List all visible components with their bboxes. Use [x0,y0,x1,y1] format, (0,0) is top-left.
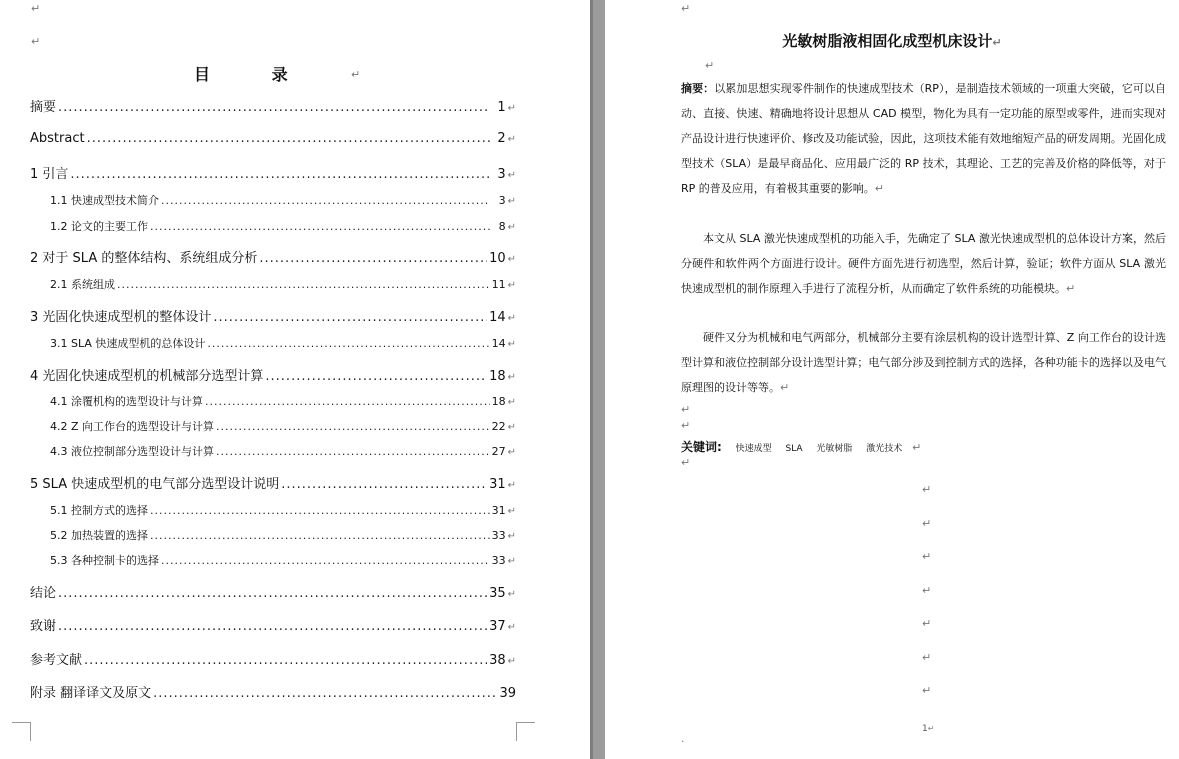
paragraph-mark: ↵ [992,36,1002,49]
toc-title: 目 录 [194,65,316,84]
toc-dot-leader [150,220,490,233]
paragraph-mark: ↵ [507,372,516,383]
toc-entry-label: 1 引言 [30,167,69,182]
crop-mark [12,722,31,741]
keyword: 激光技术 [866,444,903,454]
paragraph-mark: ↵ [681,419,691,432]
toc-page-number: 11 [491,278,506,291]
toc-page-number: 22 [491,420,506,433]
toc-entry-label: 3 光固化快速成型机的整体设计 [30,310,212,325]
page-gutter-shadow [590,0,593,759]
toc-entry-label: 参考文献 [30,653,83,668]
toc-dot-leader [161,554,490,567]
toc-page-number: 3 [497,167,506,182]
toc-entry [50,218,516,234]
toc-entry [30,163,516,182]
toc-entry-label: 3.1 SLA 快速成型机的总体设计 [50,337,206,350]
paragraph-mark: ↵ [507,480,516,491]
paragraph-mark: ↵ [507,196,516,207]
toc-entry [50,276,516,292]
paragraph-mark: ↵ [31,35,41,48]
paragraph-mark: ↵ [507,656,516,667]
toc-page-number: 18 [491,395,506,408]
toc-entry-label: 2.1 系统组成 [50,278,115,291]
toc-page-number: 3 [498,194,506,207]
toc-dot-leader [150,529,490,542]
paragraph-mark: ↵ [922,517,932,530]
toc-page-number: 33 [491,529,506,542]
keywords-line [681,438,921,455]
toc-entry [50,335,516,351]
toc-page-number: 2 [497,131,506,146]
body-paragraph-text: 本文从 SLA 激光快速成型机的功能入手，先确定了 SLA 激光快速成型机的总体设计方案，然后分硬件和软件两个方面进行设计。硬件方面先进行初选型，然后计算，验证；软件方面从 SLA 激光快速成型机的制作原理入手进行了流程分析，从而确定了软件系统的功能模块。 [681,232,1166,295]
toc-page-number: 35 [489,586,506,601]
toc-dot-leader [161,194,490,207]
toc-entry [30,131,516,146]
toc-dot-leader [281,477,487,492]
paragraph-mark: ↵ [922,550,932,563]
paragraph-mark: ↵ [507,280,516,291]
toc-entry [30,582,516,601]
toc-page-number: 27 [491,445,506,458]
toc-entry [30,682,516,701]
toc-page-number: 8 [498,220,506,233]
toc-entry-label: 4.3 液位控制部分选型设计与计算 [50,445,214,458]
toc-entry-label: 5.1 控制方式的选择 [50,504,148,517]
toc-dot-leader [265,369,487,384]
abstract-paragraph [681,76,1166,201]
toc-entry-label: 摘要 [30,100,57,115]
toc-entry-label: Abstract [30,131,85,146]
paragraph-mark: ↵ [507,447,516,458]
paragraph-mark: ↵ [507,556,516,567]
paragraph-mark: ↵ [681,2,691,15]
paragraph-mark: ↵ [507,103,516,114]
paragraph-mark: ↵ [507,506,516,517]
paragraph-mark: ↵ [922,684,932,697]
paragraph-mark: ↵ [507,422,516,433]
paragraph-mark: ↵ [507,622,516,633]
toc-page-number: 38 [489,653,506,668]
toc-dot-leader [150,504,490,517]
toc-entry [30,247,516,266]
toc-entry-label: 1.2 论文的主要工作 [50,220,148,233]
toc-page-number: 37 [489,619,506,634]
toc-dot-leader [259,251,487,266]
toc-page-number: 14 [491,337,506,350]
toc-dot-leader [58,586,487,601]
toc-entry [30,473,516,492]
paragraph-mark: ↵ [922,651,932,664]
toc-dot-leader [216,445,490,458]
toc-entry [30,615,516,634]
paragraph-mark: ↵ [874,182,884,195]
paragraph-mark: ↵ [705,59,715,72]
page-number: 1↵ [922,724,935,734]
toc-entry-label: 附录 翻译译文及原文 [30,686,152,701]
toc-entry [50,192,516,208]
toc-entry-label: 2 对于 SLA 的整体结构、系统组成分析 [30,251,258,266]
paragraph-mark: ↵ [922,617,932,630]
toc-dot-leader [207,337,489,350]
paragraph-mark: ↵ [507,170,516,181]
abstract-text: 以累加思想实现零件制作的快速成型技术（RP），是制造技术领域的一项重大突破，它可以自动、直接、快速、精确地将设计思想从 CAD 模型，物化为具有一定功能的原型或零件，进而实现对产品设计进行快速评价、修改及功能试验，因此，这项技术能有效地缩短产品的研发周期。光固化成型技术（SLA）是最早商品化、应用最广泛的 RP 技术，其理论、工艺的完善及价格的降低等，对于 RP 的普及应用，有着极其重要的影响。 [681,82,1167,195]
toc-entry [30,649,516,668]
toc-dot-leader [153,686,497,701]
paragraph-mark: ↵ [681,456,691,469]
toc-dot-leader [213,310,487,325]
toc-entry-label: 4 光固化快速成型机的机械部分选型计算 [30,369,264,384]
document-title [605,30,1179,51]
toc-entry [30,96,516,115]
keyword: SLA [785,444,803,454]
toc-page-number: 33 [491,554,506,567]
toc-dot-leader [216,420,490,433]
paragraph-mark: ↵ [780,381,790,394]
paragraph-mark: ↵ [1066,282,1076,295]
toc-entry [50,552,516,568]
toc-dot-leader [58,100,490,115]
paragraph-mark: ↵ [507,397,516,408]
toc-page-number: 1 [497,100,506,115]
toc-dot-leader [70,167,489,182]
cursor-mark: · [681,735,685,748]
crop-mark [516,722,535,741]
toc-entry [50,443,516,459]
body-paragraph [681,325,1166,400]
paragraph-mark: ↵ [507,222,516,233]
toc-dot-leader [58,619,487,634]
toc-page-number: 14 [489,310,506,325]
body-paragraph-text: 硬件又分为机械和电气两部分，机械部分主要有涂层机构的设计选型计算、Z 向工作台的设计选型计算和液位控制部分设计选型计算；电气部分涉及到控制方式的选择，各种功能卡的选择以及电气原理图的设计等等。 [681,331,1166,394]
toc-page-number: 10 [489,251,506,266]
toc-entry-label: 结论 [30,586,57,601]
keyword: 快速成型 [735,444,772,454]
toc-page-number: 31 [491,504,506,517]
paragraph-mark: ↵ [507,589,516,600]
paragraph-mark: ↵ [912,441,922,454]
toc-entry [50,418,516,434]
toc-entry [30,365,516,384]
keywords-label: 关键词: [681,440,722,454]
body-paragraph [681,226,1166,301]
toc-dot-leader [84,653,487,668]
paragraph-mark: ↵ [507,254,516,265]
toc-dot-leader [205,395,490,408]
toc-entry [50,502,516,518]
toc-entry [50,393,516,409]
paragraph-mark: ↵ [507,134,516,145]
toc-entry-label: 5.3 各种控制卡的选择 [50,554,159,567]
toc-page-number: 18 [489,369,506,384]
keyword: 光敏树脂 [816,444,853,454]
paragraph-mark: ↵ [507,313,516,324]
toc-dot-leader [87,131,490,146]
paragraph-mark: ↵ [681,403,691,416]
paragraph-mark: ↵ [507,531,516,542]
abstract-label: 摘要： [681,82,715,95]
toc-entry-label: 1.1 快速成型技术简介 [50,194,159,207]
toc-entry [50,527,516,543]
toc-dot-leader [117,278,490,291]
paragraph-mark: ↵ [31,2,41,15]
toc-entry-label: 4.1 涂覆机构的选型设计与计算 [50,395,203,408]
paragraph-mark: ↵ [922,584,932,597]
toc-entry-label: 致谢 [30,619,57,634]
paragraph-mark: ↵ [507,339,516,350]
document-page [605,0,1179,759]
toc-page-number: 31 [489,477,506,492]
document-title-text: 光敏树脂液相固化成型机床设计 [782,32,993,50]
toc-entry-label: 4.2 Z 向工作台的选型设计与计算 [50,420,215,433]
toc-entry [30,306,516,325]
paragraph-mark: ↵ [351,68,361,81]
toc-entry-label: 5 SLA 快速成型机的电气部分选型设计说明 [30,477,280,492]
paragraph-mark: ↵ [922,483,932,496]
toc-entry-label: 5.2 加热装置的选择 [50,529,148,542]
toc-page-number: 39 [499,686,516,701]
